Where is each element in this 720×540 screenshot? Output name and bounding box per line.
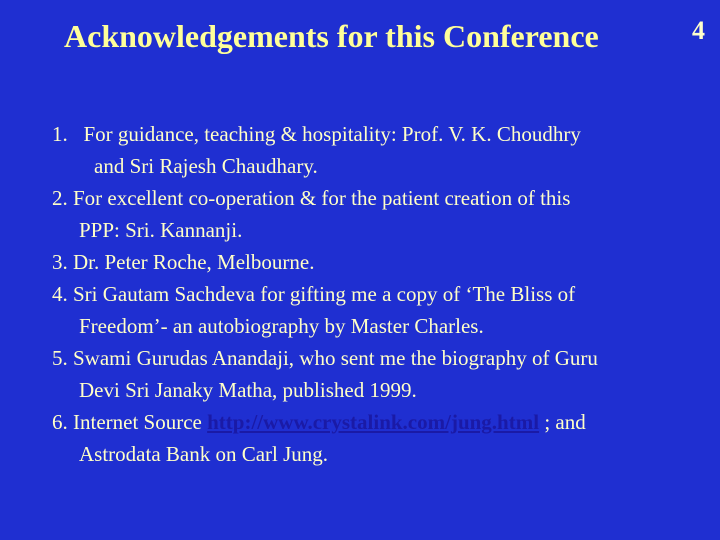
item-number: 2. [52, 186, 68, 210]
acknowledgement-list [52, 118, 712, 470]
item-text-continued: Devi Sri Janaky Matha, published 1999. [79, 378, 417, 402]
list-item [52, 118, 712, 182]
item-text: Sri Gautam Sachdeva for gifting me a copy of ‘The Bliss of [73, 282, 576, 306]
list-item [52, 342, 712, 406]
item-number: 3. [52, 250, 68, 274]
list-item [52, 406, 712, 470]
item-number: 1. [52, 122, 68, 146]
item-text: For excellent co-operation & for the patient creation of this [73, 186, 571, 210]
item-text: Swami Gurudas Anandaji, who sent me the biography of Guru [73, 346, 598, 370]
item-number: 6. [52, 410, 68, 434]
item-text-continued: Astrodata Bank on Carl Jung. [79, 442, 329, 466]
list-item [52, 182, 712, 246]
list-item [52, 246, 712, 278]
list-item [52, 278, 712, 342]
source-link[interactable]: http://www.crystalink.com/jung.html [207, 410, 540, 434]
item-number: 5. [52, 346, 68, 370]
item-text: Dr. Peter Roche, Melbourne. [73, 250, 315, 274]
item-text-continued: and Sri Rajesh Chaudhary. [94, 154, 318, 178]
item-number: 4. [52, 282, 68, 306]
item-text-continued: Freedom’- an autobiography by Master Charles. [79, 314, 484, 338]
page-number: 4 [692, 16, 705, 45]
item-text: For guidance, teaching & hospitality: Prof. V. K. Choudhry [83, 122, 581, 146]
slide-title: Acknowledgements for this Conference [64, 18, 599, 54]
item-text-suffix: ; and [539, 410, 586, 434]
item-text: Internet Source [73, 410, 208, 434]
item-text-continued: PPP: Sri. Kannanji. [79, 218, 243, 242]
